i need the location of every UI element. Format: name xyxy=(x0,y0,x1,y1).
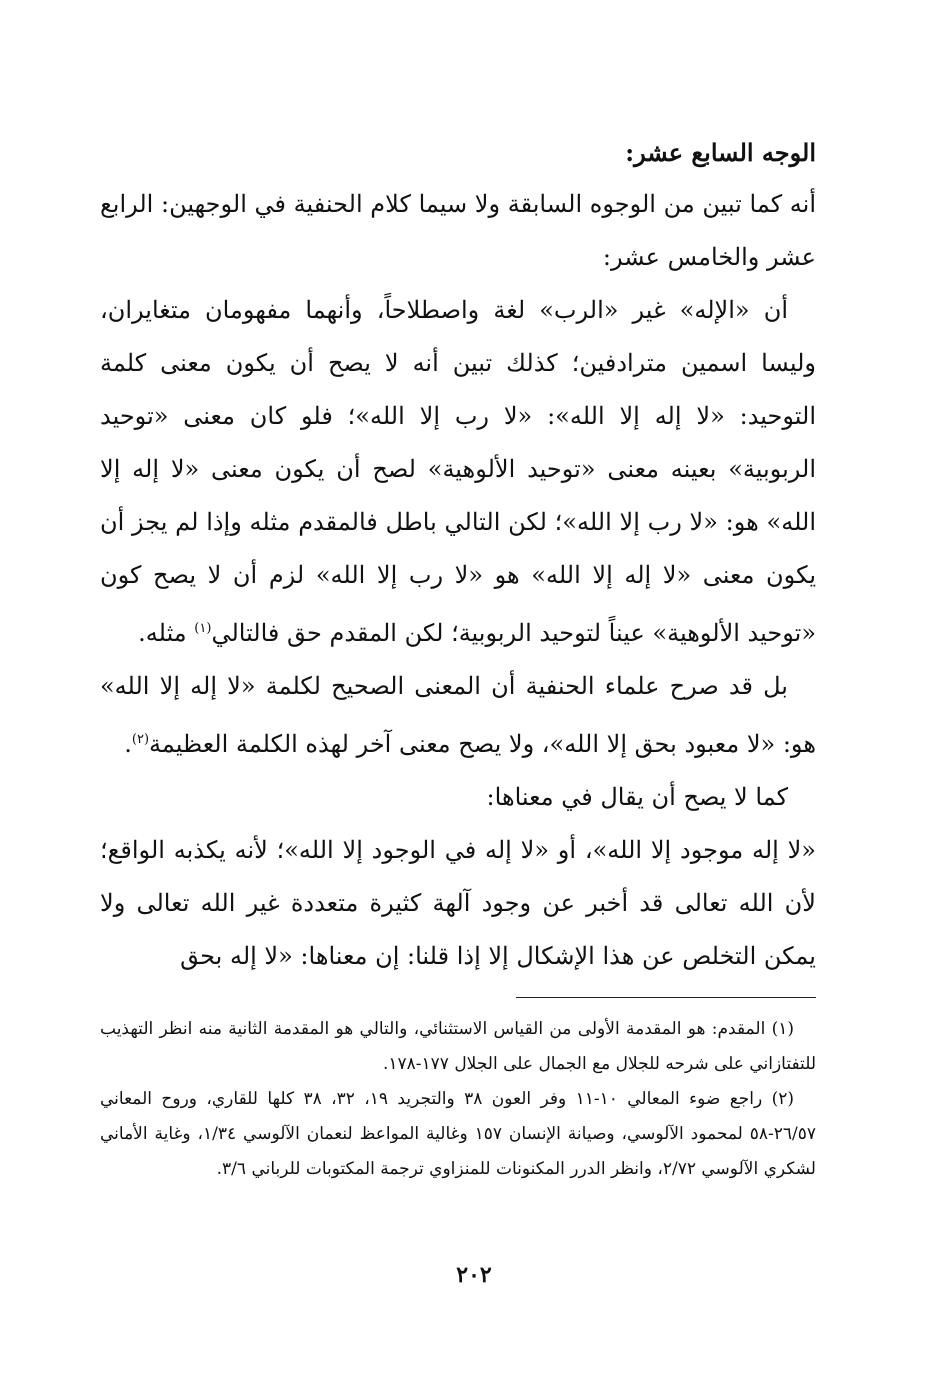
paragraph-4: كما لا يصح أن يقال في معناها: xyxy=(486,783,788,811)
paragraph-1: أنه كما تبين من الوجوه السابقة ولا سيما كلام الحنفية في الوجهين: الرابع عشر والخامس عشر: xyxy=(100,190,816,271)
footnote-2: (٢) راجع ضوء المعالي ١٠-١١ وفر العون ٣٨ والتجريد ١٩، ٣٢، ٣٨ كلها للقاري، وروح المعاني ٢٦/٥٧-٥٨ لمحمود الآلوسي، وصيانة الإنسان ١٥٧ وغالية المواعظ لنعمان الآلوسي ١/٣٤، وغاية الأماني لشكري الآلوسي ٢/٧٢، وانظر الدرر المكنونات للمنزاوي ترجمة المكتوبات للرباني ٣/٦. xyxy=(100,1089,816,1179)
footnote-separator xyxy=(516,997,816,998)
paragraph-2 xyxy=(100,284,816,660)
section-heading: الوجه السابع عشر: xyxy=(625,138,816,167)
paragraph-3-text: بل قد صرح علماء الحنفية أن المعنى الصحيح لكلمة «لا إله إلا الله» هو: «لا معبود بحق إلا الله»، ولا يصح معنى آخر لهذه الكلمة العظيمة xyxy=(100,672,816,758)
page-body xyxy=(100,128,816,1187)
paragraph-3 xyxy=(100,660,816,771)
footnote-1: (١) المقدم: هو المقدمة الأولى من القياس الاستثنائي، والتالي هو المقدمة الثانية منه انظر التهذيب للتفتازاني على شرحه للجلال مع الجمال على الجلال ١٧٧-١٧٨. xyxy=(100,1019,816,1074)
page-number: ٢٠٢ xyxy=(456,1262,492,1288)
paragraph-3-tail: . xyxy=(124,730,132,758)
paragraph-2-tail: مثله. xyxy=(138,619,195,647)
footnote-ref-1: (١) xyxy=(194,621,212,636)
footnote-ref-2: (٢) xyxy=(131,732,150,747)
paragraph-5: «لا إله موجود إلا الله»، أو «لا إله في الوجود إلا الله»؛ لأنه يكذبه الواقع؛ لأن الله تعالى قد أخبر عن وجود آلهة كثيرة متعددة غير الله تعالى ولا يمكن التخلص عن هذا الإشكال إلا إذا قلنا: إن معناها: «لا إله بحق xyxy=(100,836,816,970)
paragraph-2-text: أن «الإله» غير «الرب» لغة واصطلاحاً، وأنهما مفهومان متغايران، وليسا اسمين مترادفين؛ كذلك تبين أنه لا يصح أن يكون معنى كلمة التوحيد: «لا إله إلا الله»: «لا رب إلا الله»؛ فلو كان معنى «توحيد الربوبية» بعينه معنى «توحيد الألوهية» لصح أن يكون معنى «لا إله إلا الله» هو: «لا رب إلا الله»؛ لكن التالي باطل فالمقدم مثله وإذا لم يجز أن يكون معنى «لا إله إلا الله» هو «لا رب إلا الله» لزم أن لا يصح كون «توحيد الألوهية» عيناً لتوحيد الربوبية؛ لكن المقدم حق فالتالي xyxy=(100,296,816,647)
